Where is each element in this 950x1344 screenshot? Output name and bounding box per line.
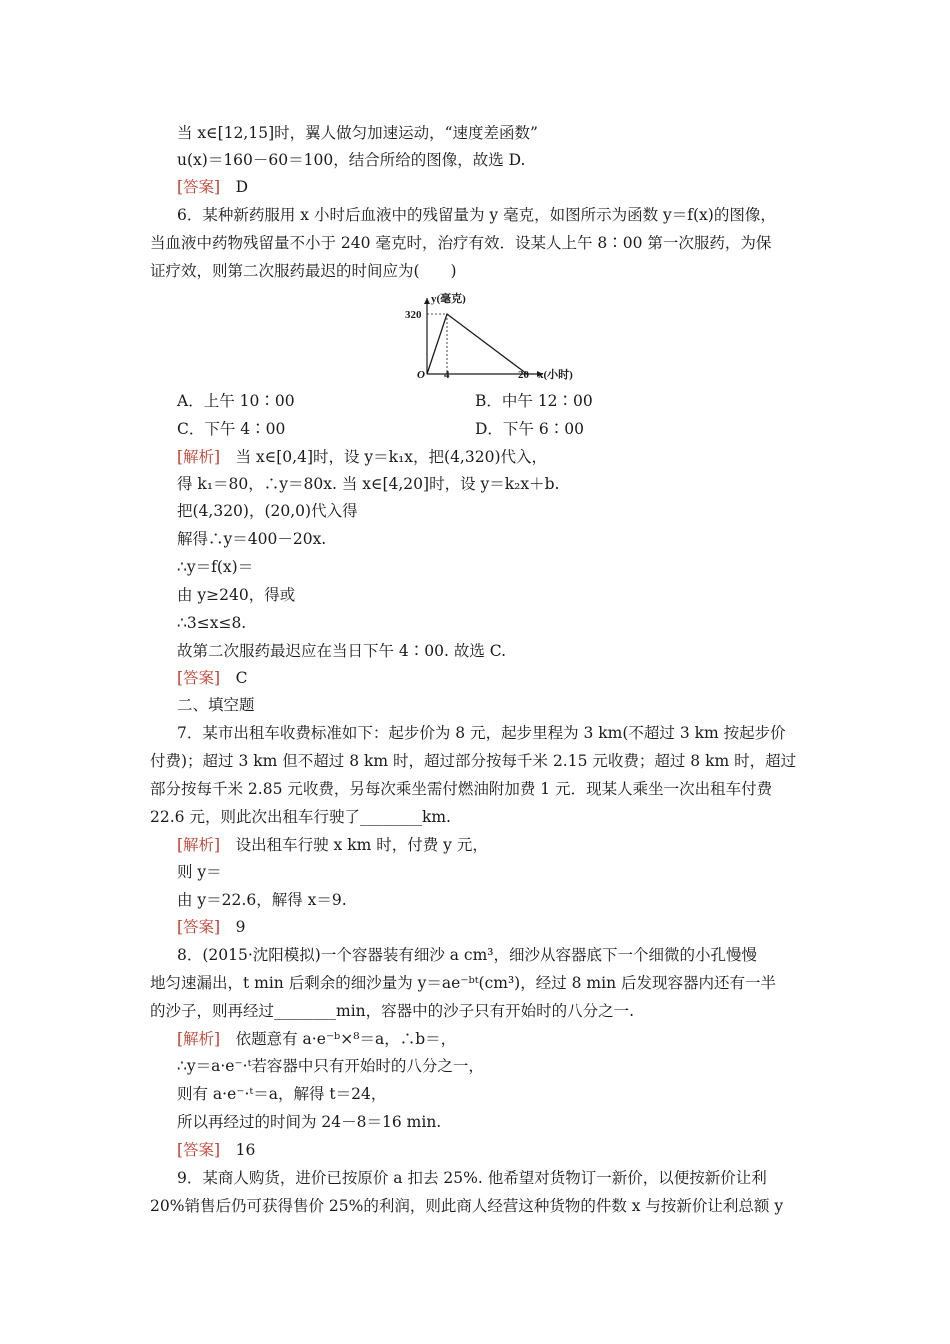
dose-graph bbox=[395, 292, 595, 384]
x-tick-label: 20 bbox=[518, 369, 529, 381]
option-a: A．上午 10∶00 bbox=[177, 392, 295, 410]
question-8-line: 地匀速漏出，t min 后剩余的细沙量为 y＝ae⁻ᵇᵗ(cm³)，经过 8 min 后发现容器内还有一半 bbox=[150, 974, 776, 992]
option-c: C．下午 4∶00 bbox=[177, 420, 286, 438]
answer-line bbox=[177, 1139, 255, 1161]
x-tick-label: 4 bbox=[444, 369, 450, 381]
solution-line: 故第二次服药最迟应在当日下午 4∶00. 故选 C. bbox=[177, 642, 507, 660]
answer-tag: [答案] bbox=[177, 918, 221, 936]
solution-text: 设出租车行驶 x km 时，付费 y 元， bbox=[220, 836, 488, 854]
solution-line: ∴y＝a·e⁻·ᵗ若容器中只有开始时的八分之一， bbox=[177, 1057, 484, 1075]
question-6-line: 当血液中药物残留量不小于 240 毫克时，治疗有效．设某人上午 8∶00 第一次服药，为保 bbox=[150, 234, 772, 252]
solution-line: 由 y≥240，得或 bbox=[177, 586, 296, 604]
answer-tag: [答案] bbox=[177, 1141, 221, 1159]
solution-line: 把(4,320)，(20,0)代入得 bbox=[177, 502, 358, 520]
solution-text: 当 x∈[0,4]时，设 y＝k₁x，把(4,320)代入， bbox=[220, 448, 547, 466]
solution-tag: [解析] bbox=[177, 836, 221, 854]
solution-line: 解得∴y＝400－20x. bbox=[177, 530, 327, 548]
answer-value: 9 bbox=[235, 918, 246, 936]
question-7-line: 部分按每千米 2.85 元收费，另每次乘坐需付燃油附加费 1 元．现某人乘坐一次出租车付费 bbox=[150, 780, 773, 798]
answer-value: D bbox=[235, 178, 249, 196]
question-6-line: 证疗效，则第二次服药最迟的时间应为( ) bbox=[150, 262, 457, 280]
question-8-line: 8．(2015·沈阳模拟)一个容器装有细沙 a cm³，细沙从容器底下一个细微的小孔慢慢 bbox=[177, 946, 758, 964]
solution-tag: [解析] bbox=[177, 1030, 221, 1048]
option-b: B．中午 12∶00 bbox=[475, 392, 593, 410]
y-axis-arrow bbox=[424, 298, 430, 304]
series-line bbox=[427, 314, 527, 374]
y-axis-label: y(毫克) bbox=[431, 293, 466, 305]
solution-line: 由 y＝22.6，解得 x＝9. bbox=[177, 891, 347, 909]
solution-line: 得 k₁＝80，∴y＝80x. 当 x∈[4,20]时，设 y＝k₂x＋b. bbox=[177, 475, 560, 493]
solution-line: 则有 a·e⁻·ᵗ＝a，解得 t＝24， bbox=[177, 1085, 387, 1103]
answer-line bbox=[177, 667, 248, 689]
question-7-line: 7．某市出租车收费标准如下：起步价为 8 元，起步里程为 3 km(不超过 3 km 按起步价 bbox=[177, 724, 786, 742]
question-8-line: 的沙子，则再经过________min，容器中的沙子只有开始时的八分之一. bbox=[150, 1002, 635, 1020]
solution-line: ∴3≤x≤8. bbox=[177, 614, 247, 632]
solution-line bbox=[177, 1028, 456, 1050]
answer-line bbox=[177, 916, 246, 938]
solution-line: ∴y＝f(x)＝ bbox=[177, 558, 254, 576]
x-axis-label: x(小时) bbox=[538, 369, 573, 381]
question-7-line: 付费)；超过 3 km 但不超过 8 km 时，超过部分按每千米 2.15 元收费；超过 8 km 时，超过 bbox=[150, 752, 797, 770]
solution-line: 所以再经过的时间为 24－8＝16 min. bbox=[177, 1113, 442, 1131]
answer-tag: [答案] bbox=[177, 178, 221, 196]
origin-label: O bbox=[417, 369, 425, 381]
solution-line: 则 y＝ bbox=[177, 863, 222, 881]
section-heading: 二、填空题 bbox=[177, 696, 255, 714]
solution-text: 依题意有 a·e⁻ᵇ×⁸＝a，∴b＝， bbox=[220, 1030, 457, 1048]
answer-line bbox=[177, 176, 248, 198]
option-d: D．下午 6∶00 bbox=[475, 420, 584, 438]
solution-tag: [解析] bbox=[177, 448, 221, 466]
text-line: 当 x∈[12,15]时，翼人做匀加速运动，“速度差函数” bbox=[177, 124, 538, 142]
answer-value: C bbox=[235, 669, 248, 687]
answer-tag: [答案] bbox=[177, 669, 221, 687]
question-6-line: 6．某种新药服用 x 小时后血液中的残留量为 y 毫克，如图所示为函数 y＝f(x)的图像， bbox=[177, 206, 776, 224]
text-line: u(x)＝160－60＝100，结合所给的图像，故选 D. bbox=[177, 151, 526, 169]
question-9-line: 20%销售后仍可获得售价 25%的利润，则此商人经营这种货物的件数 x 与按新价让利总额 y bbox=[150, 1197, 784, 1215]
answer-value: 16 bbox=[235, 1141, 256, 1159]
question-9-line: 9．某商人购货，进价已按原价 a 扣去 25%. 他希望对货物订一新价，以便按新价让利 bbox=[177, 1169, 767, 1187]
y-tick-label: 320 bbox=[405, 309, 422, 321]
solution-line bbox=[177, 446, 547, 468]
solution-line bbox=[177, 834, 488, 856]
question-7-line: 22.6 元，则此次出租车行驶了________km. bbox=[150, 808, 451, 826]
